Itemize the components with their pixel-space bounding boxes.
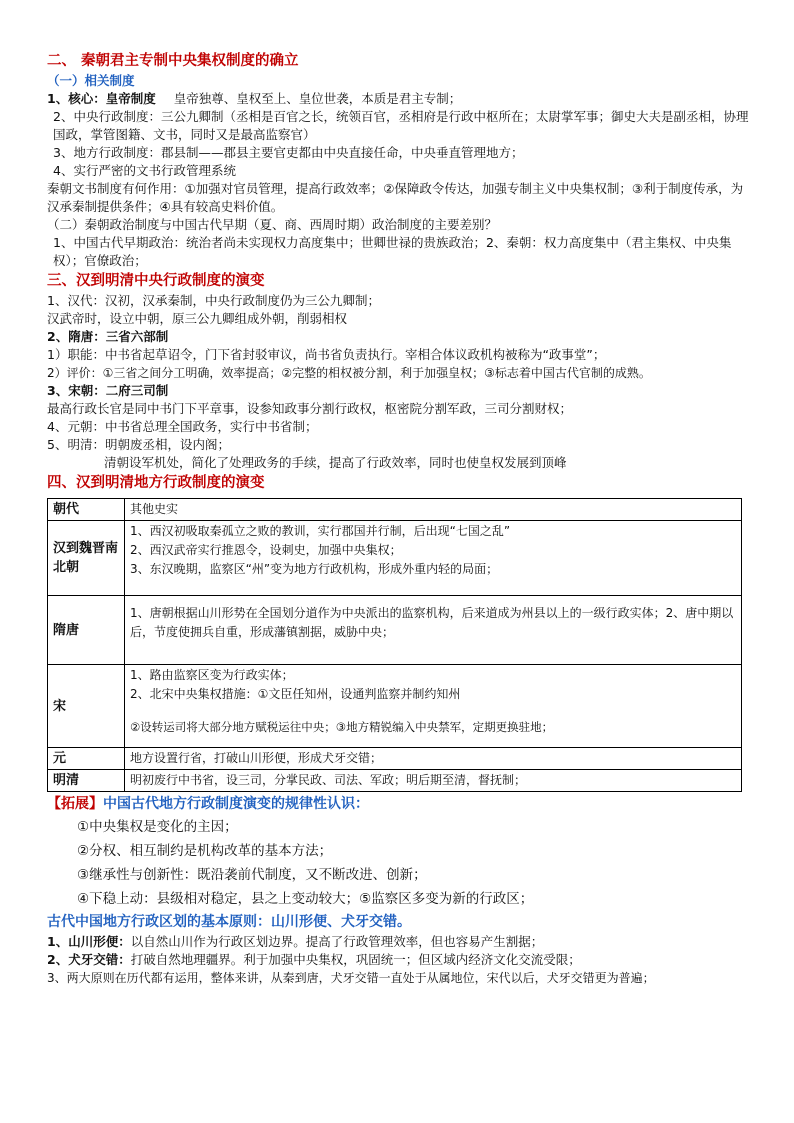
table-row <box>48 521 742 596</box>
central-admin-line: 2、中央行政制度：三公九卿制（丞相是百官之长，统领百官，丞相府是行政中枢所在；太尉掌军事；御史大夫是副丞相，协理国政，掌管图籍、文书，同时又是最高监察官） <box>53 109 749 142</box>
table-fact-line: 1、西汉初吸取秦孤立之败的教训，实行郡国并行制，后出现“七国之乱” <box>130 524 511 538</box>
table-facts-cell <box>125 521 742 596</box>
han-wudi-line: 汉武帝时，设立中朝，原三公九卿组成外朝，削弱相权 <box>47 311 348 326</box>
principle-1-text: 以自然山川作为行政区划边界。提高了行政管理效率，但也容易产生割据； <box>130 934 544 949</box>
section-3-title: 三、汉到明清中央行政制度的演变 <box>47 273 265 289</box>
principle-title: 古代中国地方行政区划的基本原则：山川形便、犬牙交错。 <box>47 914 411 930</box>
suitang-eval-line: 2）评价：①三省之间分工明确，效率提高；②完整的相权被分割，利于加强皇权；③标志着中国古代官制的成熟。 <box>47 366 651 380</box>
table-row <box>48 665 742 748</box>
table-row <box>48 770 742 792</box>
section-2-sub1: （一）相关制度 <box>47 73 135 88</box>
section-2-sub2: （二）秦朝政治制度与中国古代早期（夏、商、西周时期）政治制度的主要差别？ <box>47 217 498 232</box>
table-fact-line: 3、东汉晚期，监察区“州”变为地方行政机构，形成外重内轻的局面； <box>130 562 499 576</box>
suitang-title: 2、隋唐：三省六部制 <box>47 329 169 344</box>
section-2-title: 二、 秦朝君主专制中央集权制度的确立 <box>47 53 299 69</box>
local-admin-line: 3、地方行政制度：郡县制——郡县主要官吏都由中央直接任命，中央垂直管理地方； <box>53 145 524 160</box>
table-header-facts: 其他史实 <box>125 499 742 521</box>
table-facts-cell <box>125 665 742 748</box>
principle-2-text: 打破自然地理疆界。利于加强中央集权，巩固统一；但区域内经济文化交流受限； <box>130 952 581 967</box>
qing-line: 清朝设军机处，简化了处理政务的手续，提高了行政效率，同时也使皇权发展到顶峰 <box>104 455 567 470</box>
local-admin-table <box>47 498 742 792</box>
table-fact-line: 2、北宋中央集权措施：①文臣任知州，设通判监察并制约知州 <box>130 687 461 701</box>
principle-2-label: 2、犬牙交错： <box>47 952 131 967</box>
extension-title: 中国古代地方行政制度演变的规律性认识： <box>103 796 369 812</box>
table-fact-line: 地方设置行省，打破山川形便，形成犬牙交错； <box>130 751 383 765</box>
extension-point: ③继承性与创新性：既沿袭前代制度，又不断改进、创新； <box>77 867 427 883</box>
table-facts-cell <box>125 770 742 792</box>
table-header-row <box>48 499 742 521</box>
table-fact-line: ②设转运司将大部分地方赋税运往中央；③地方精锐编入中央禁军，定期更换驻地； <box>130 720 554 734</box>
song-line: 最高行政长官是同中书门下平章事，设参知政事分割行政权，枢密院分割军政，三司分割财权； <box>47 401 573 416</box>
table-header-dynasty: 朝代 <box>48 499 125 521</box>
table-era-cell: 宋 <box>48 665 125 748</box>
core-text: 皇帝独尊、皇权至上、皇位世袭，本质是君主专制； <box>173 91 462 106</box>
table-fact-line: 2、西汉武帝实行推恩令，设刺史，加强中央集权； <box>130 543 402 557</box>
table-row <box>48 748 742 770</box>
table-fact-line: 1、路由监察区变为行政实体； <box>130 668 294 682</box>
principle-1-label: 1、山川形便： <box>47 934 131 949</box>
yuan-line: 4、元朝：中书省总理全国政务，实行中书省制； <box>47 419 318 434</box>
document-system-line: 4、实行严密的文书行政管理系统 <box>53 163 236 178</box>
table-era-cell: 隋唐 <box>48 596 125 665</box>
extension-label: 【拓展】 <box>47 796 103 812</box>
mingqing-line: 5、明清：明朝废丞相，设内阁； <box>47 437 230 452</box>
core-label: 1、核心：皇帝制度 <box>47 91 156 106</box>
table-fact-line: 1、唐朝根据山川形势在全国划分道作为中央派出的监察机构，后来道成为州县以上的一级行政实体；2、唐中期以后，节度使拥兵自重，形成藩镇割据，威胁中央； <box>130 606 734 639</box>
table-row <box>48 596 742 665</box>
extension-point: ④下稳上动：县级相对稳定，县之上变动较大；⑤监察区多变为新的行政区； <box>77 891 534 907</box>
section-4-title: 四、汉到明清地方行政制度的演变 <box>47 475 265 491</box>
document-effect-line: 秦朝文书制度有何作用：①加强对官员管理，提高行政效率；②保障政令传达，加强专制主义中央集权制；③利于制度传承，为汉承秦制提供条件；④具有较高史料价值。 <box>47 181 744 214</box>
suitang-function-line: 1）职能：中书省起草诏令，门下省封驳审议，尚书省负责执行。宰相合体议政机构被称为“政事堂”； <box>47 347 606 362</box>
difference-line: 1、中国古代早期政治：统治者尚未实现权力高度集中；世卿世禄的贵族政治；2、秦朝：权力高度集中（君主集权、中央集权）；官僚政治； <box>53 235 732 268</box>
principle-3-line: 3、两大原则在历代都有运用，整体来讲，从秦到唐，犬牙交错一直处于从属地位，宋代以后，犬牙交错更为普遍； <box>47 971 655 985</box>
extension-point: ②分权、相互制约是机构改革的基本方法； <box>77 843 333 859</box>
han-line: 1、汉代：汉初，汉承秦制，中央行政制度仍为三公九卿制； <box>47 293 380 308</box>
table-facts-cell <box>125 748 742 770</box>
extension-point: ①中央集权是变化的主因； <box>77 819 238 835</box>
song-title: 3、宋朝：二府三司制 <box>47 383 169 398</box>
table-fact-line: 明初废行中书省，设三司，分掌民政、司法、军政；明后期至清，督抚制； <box>130 773 527 787</box>
table-era-cell: 汉到魏晋南北朝 <box>48 521 125 596</box>
table-facts-cell <box>125 596 742 665</box>
table-era-cell: 明清 <box>48 770 125 792</box>
document-page <box>47 50 752 987</box>
table-era-cell: 元 <box>48 748 125 770</box>
